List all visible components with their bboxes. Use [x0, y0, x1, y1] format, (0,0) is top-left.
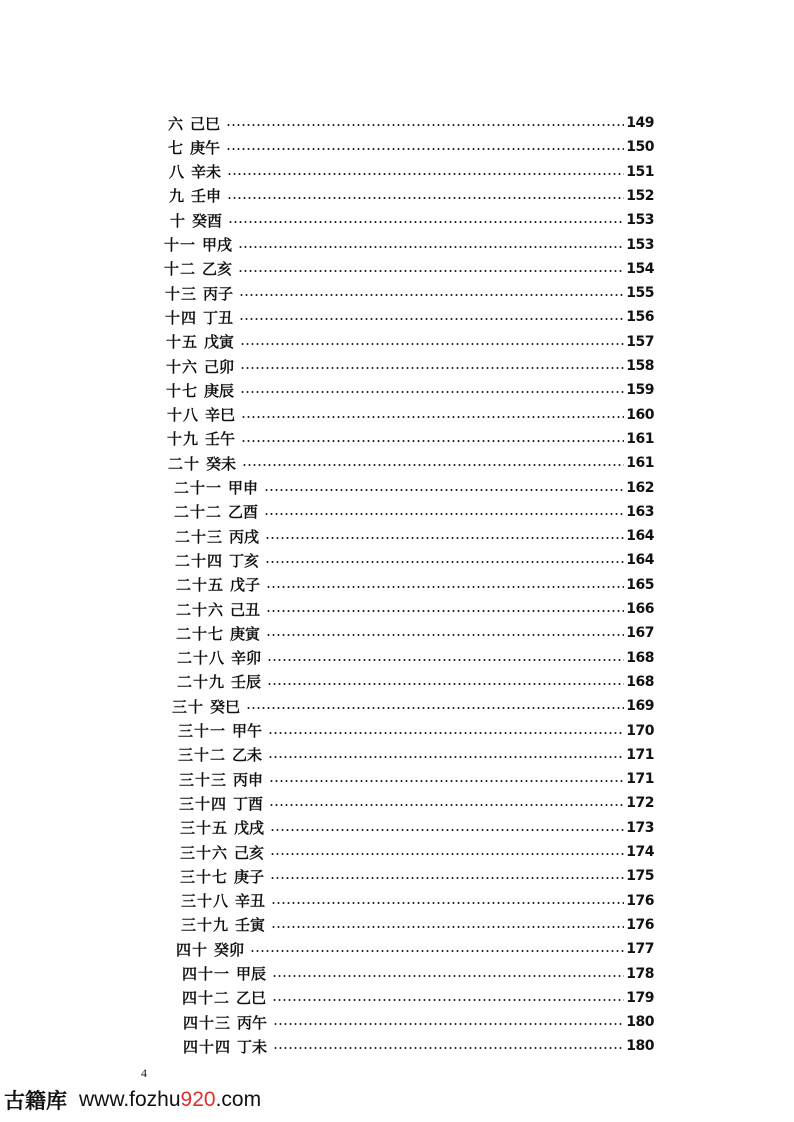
toc-entry [182, 987, 654, 1009]
toc-entry-number: 三十三 [179, 770, 228, 789]
toc-entry-title: 乙巳 [236, 989, 267, 1008]
toc-entry-page: 179 [626, 989, 654, 1006]
toc-entry-number: 三十 [172, 697, 205, 716]
toc-entry-page: 174 [626, 844, 654, 860]
toc-entry-page: 163 [626, 503, 654, 520]
dot-leader [273, 1023, 624, 1025]
toc-entry [169, 185, 654, 207]
toc-entry-title: 壬辰 [231, 673, 262, 692]
toc-entry [176, 574, 654, 596]
toc-entry-page: 150 [626, 139, 654, 156]
toc-entry-number: 九 [169, 187, 186, 206]
dot-leader [264, 489, 624, 491]
dot-leader [240, 391, 624, 393]
toc-entry-number: 十七 [166, 381, 199, 400]
toc-entry [168, 452, 654, 474]
toc-entry [181, 890, 654, 912]
toc-entry-title: 庚午 [190, 138, 221, 157]
toc-entry-page: 153 [626, 212, 654, 229]
dot-leader [227, 197, 624, 199]
toc-entry [176, 598, 654, 620]
toc-entry-number: 二十五 [176, 576, 225, 595]
dot-leader [239, 318, 624, 320]
toc-entry [168, 136, 654, 158]
toc-entry-title: 癸未 [206, 454, 237, 473]
toc-entry-page: 164 [626, 528, 654, 545]
toc-entry [175, 549, 654, 571]
toc-entry [176, 938, 654, 960]
toc-entry-title: 戊寅 [204, 333, 235, 352]
toc-entry-title: 丙午 [237, 1013, 268, 1032]
toc-entry-number: 四十四 [183, 1037, 232, 1056]
toc-entry-number: 十四 [165, 308, 198, 327]
toc-entry [181, 914, 654, 936]
dot-leader [271, 926, 624, 928]
toc-entry-page: 159 [626, 382, 654, 399]
watermark [4, 1084, 261, 1116]
toc-entry-number: 三十一 [178, 722, 227, 740]
dot-leader [270, 877, 624, 879]
dot-leader [240, 367, 624, 369]
toc-entry-page: 156 [626, 309, 654, 326]
dot-leader [267, 659, 624, 661]
dot-leader [270, 853, 624, 855]
toc-entry-title: 戊子 [230, 576, 261, 595]
toc-entry-title: 辛未 [191, 163, 222, 182]
toc-entry-title: 己巳 [190, 114, 221, 133]
toc-entry-number: 十 [170, 211, 187, 230]
toc-entry-page: 177 [626, 941, 654, 958]
toc-entry-title: 丁丑 [203, 308, 234, 327]
toc-entry-number: 四十 [176, 940, 209, 959]
toc-entry-page: 170 [626, 722, 654, 739]
dot-leader [272, 999, 624, 1001]
toc-entry-number: 六 [168, 114, 185, 133]
dot-leader [265, 561, 624, 563]
toc-entry [179, 792, 654, 814]
toc-entry [172, 695, 654, 717]
toc-entry-number: 二十九 [177, 673, 226, 692]
toc-entry-page: 171 [626, 771, 654, 788]
toc-entry-title: 丁亥 [229, 551, 260, 570]
toc-entry-number: 二十七 [176, 624, 225, 643]
toc-entry [166, 379, 654, 401]
dot-leader [266, 586, 624, 588]
toc-entry [183, 1011, 654, 1033]
toc-entry-title: 壬申 [191, 187, 222, 206]
toc-entry-number: 二十二 [174, 503, 223, 522]
toc-entry [179, 768, 654, 790]
toc-entry-number: 二十八 [177, 649, 226, 668]
page-number: 4 [141, 1066, 147, 1080]
dot-leader [273, 1047, 624, 1049]
toc-entry-title: 庚寅 [230, 624, 261, 643]
toc-entry-title: 丙子 [203, 284, 234, 303]
toc-entry-number: 二十四 [175, 551, 224, 570]
toc-entry [177, 647, 654, 669]
toc-entry-page: 151 [626, 163, 654, 180]
toc-entry-title: 乙亥 [202, 260, 233, 279]
toc-entry-number: 二十三 [175, 527, 224, 546]
toc-entry-title: 丁酉 [233, 794, 264, 813]
toc-entry-number: 三十七 [180, 867, 229, 886]
dot-leader [226, 148, 624, 150]
toc-entry [174, 501, 654, 523]
dot-leader [250, 950, 624, 952]
toc-entry-page: 164 [626, 552, 654, 569]
toc-entry [182, 963, 654, 985]
watermark-url-accent: 920 [180, 1088, 216, 1111]
toc-entry-page: 180 [626, 1014, 654, 1031]
toc-entry-title: 丙申 [233, 770, 264, 789]
dot-leader [238, 270, 624, 272]
toc-entry-page: 160 [626, 406, 654, 423]
toc-entry [165, 306, 654, 328]
toc-entry-number: 七 [168, 138, 185, 157]
toc-entry-number: 十九 [167, 430, 200, 449]
watermark-url [79, 1088, 261, 1112]
toc-entry-page: 178 [626, 965, 654, 982]
toc-entry-page: 157 [626, 333, 654, 350]
toc-entry-number: 三十九 [181, 916, 230, 935]
dot-leader [228, 221, 624, 223]
toc-entry-number: 十三 [165, 284, 198, 303]
toc-entry-title: 癸酉 [192, 211, 223, 230]
toc-entry-page: 153 [626, 236, 654, 253]
toc-entry-page: 149 [626, 115, 654, 131]
toc-entry-title: 丁未 [237, 1037, 268, 1056]
toc-entry-page: 161 [626, 430, 654, 447]
toc-entry-page: 180 [626, 1038, 654, 1055]
toc-entry [178, 744, 654, 766]
toc-entry [180, 817, 654, 839]
toc-entry [175, 525, 654, 547]
toc-entry-title: 癸巳 [210, 697, 241, 716]
dot-leader [227, 173, 624, 175]
watermark-site-name: 古籍库 [4, 1089, 67, 1113]
dot-leader [266, 610, 624, 612]
dot-leader [238, 246, 624, 248]
toc-entry-title: 甲辰 [236, 965, 267, 983]
toc-entry-number: 三十六 [180, 843, 229, 862]
toc-entry-number: 三十二 [178, 746, 227, 765]
dot-leader [241, 440, 624, 442]
toc-entry-number: 二十六 [176, 600, 225, 619]
toc-entry [167, 428, 654, 450]
toc-entry-number: 四十三 [183, 1013, 232, 1032]
dot-leader [246, 707, 624, 709]
toc-entry-page: 155 [626, 285, 654, 302]
toc-entry-title: 己卯 [204, 357, 235, 376]
dot-leader [226, 124, 624, 126]
toc-entry-title: 庚辰 [204, 381, 235, 400]
toc-entry-title: 辛卯 [231, 649, 262, 668]
toc-entry-number: 八 [169, 163, 186, 182]
toc-entry-number: 二十 [168, 454, 201, 473]
toc-entry-page: 165 [626, 576, 654, 593]
dot-leader [239, 294, 624, 296]
dot-leader [241, 416, 624, 418]
dot-leader [271, 902, 624, 904]
dot-leader [270, 829, 624, 831]
toc-entry [180, 841, 654, 863]
toc-entry-page: 176 [626, 892, 654, 909]
dot-leader [264, 513, 624, 515]
toc-entry-number: 十六 [166, 357, 199, 376]
dot-leader [242, 464, 624, 466]
toc-entry-page: 166 [626, 601, 654, 617]
toc-entry-page: 152 [626, 187, 654, 204]
toc-entry-number: 四十一 [182, 965, 231, 983]
toc-entry-title: 戊戌 [234, 819, 265, 838]
toc-entry [180, 865, 654, 887]
dot-leader [268, 732, 624, 734]
toc-entry-number: 四十二 [182, 989, 231, 1008]
toc-entry-page: 168 [626, 649, 654, 666]
toc-entry-number: 二十一 [174, 479, 223, 497]
dot-leader [272, 975, 624, 977]
toc-entry [177, 671, 654, 693]
toc-entry [170, 209, 654, 231]
toc-entry [164, 258, 654, 280]
toc-entry-title: 辛巳 [205, 406, 236, 425]
dot-leader [267, 683, 624, 685]
toc-entry-number: 十五 [166, 333, 199, 352]
toc-entry-page: 168 [626, 673, 654, 690]
toc-entry-title: 壬午 [205, 430, 236, 449]
toc-entry-title: 癸卯 [214, 940, 245, 959]
toc-entry-page: 154 [626, 260, 654, 277]
toc-entry-title: 壬寅 [235, 916, 266, 935]
toc-entry-title: 庚子 [234, 867, 265, 886]
toc-entry-page: 162 [626, 479, 654, 496]
toc-entry-page: 158 [626, 358, 654, 374]
toc-entry [176, 622, 654, 644]
toc-entry [167, 404, 654, 426]
toc-entry-number: 十八 [167, 406, 200, 425]
toc-entry-page: 172 [626, 795, 654, 812]
toc-entry [178, 720, 654, 742]
toc-entry-number: 三十八 [181, 892, 230, 911]
toc-entry-number: 十一 [164, 236, 197, 254]
toc-entry-number: 三十四 [179, 794, 228, 813]
toc-entry-title: 乙酉 [228, 503, 259, 522]
dot-leader [268, 756, 624, 758]
toc-entry-page: 171 [626, 746, 654, 763]
toc-entry [166, 331, 654, 353]
toc-entry-title: 己亥 [234, 843, 265, 862]
toc-entry [166, 355, 654, 377]
toc-entry-title: 辛丑 [235, 892, 266, 911]
toc-entry [169, 161, 654, 183]
toc-entry-title: 甲午 [232, 722, 263, 740]
toc-entry-page: 176 [626, 916, 654, 933]
toc-entry [183, 1035, 654, 1057]
toc-entry-title: 丙戌 [229, 527, 260, 546]
toc-entry-page: 167 [626, 625, 654, 642]
dot-leader [269, 804, 624, 806]
dot-leader [265, 537, 624, 539]
dot-leader [266, 634, 624, 636]
watermark-url-prefix: www.fozhu [79, 1088, 181, 1111]
toc-entry-page: 175 [626, 868, 654, 885]
toc-entry-page: 161 [626, 455, 654, 472]
toc-entry-title: 甲申 [228, 479, 259, 497]
watermark-url-suffix: .com [215, 1088, 262, 1111]
toc-entry [168, 112, 654, 134]
toc-entry-title: 甲戌 [202, 236, 233, 254]
dot-leader [240, 343, 624, 345]
toc-entry-title: 己丑 [230, 600, 261, 619]
toc-entry-title: 乙未 [232, 746, 263, 765]
toc-entry [165, 282, 654, 304]
dot-leader [269, 780, 624, 782]
toc-entry-page: 173 [626, 819, 654, 836]
toc-entry-number: 三十五 [180, 819, 229, 838]
toc-entry [174, 477, 654, 499]
toc-entry-number: 十二 [164, 260, 197, 279]
toc-entry [164, 234, 654, 256]
toc-entry-page: 169 [626, 698, 654, 715]
